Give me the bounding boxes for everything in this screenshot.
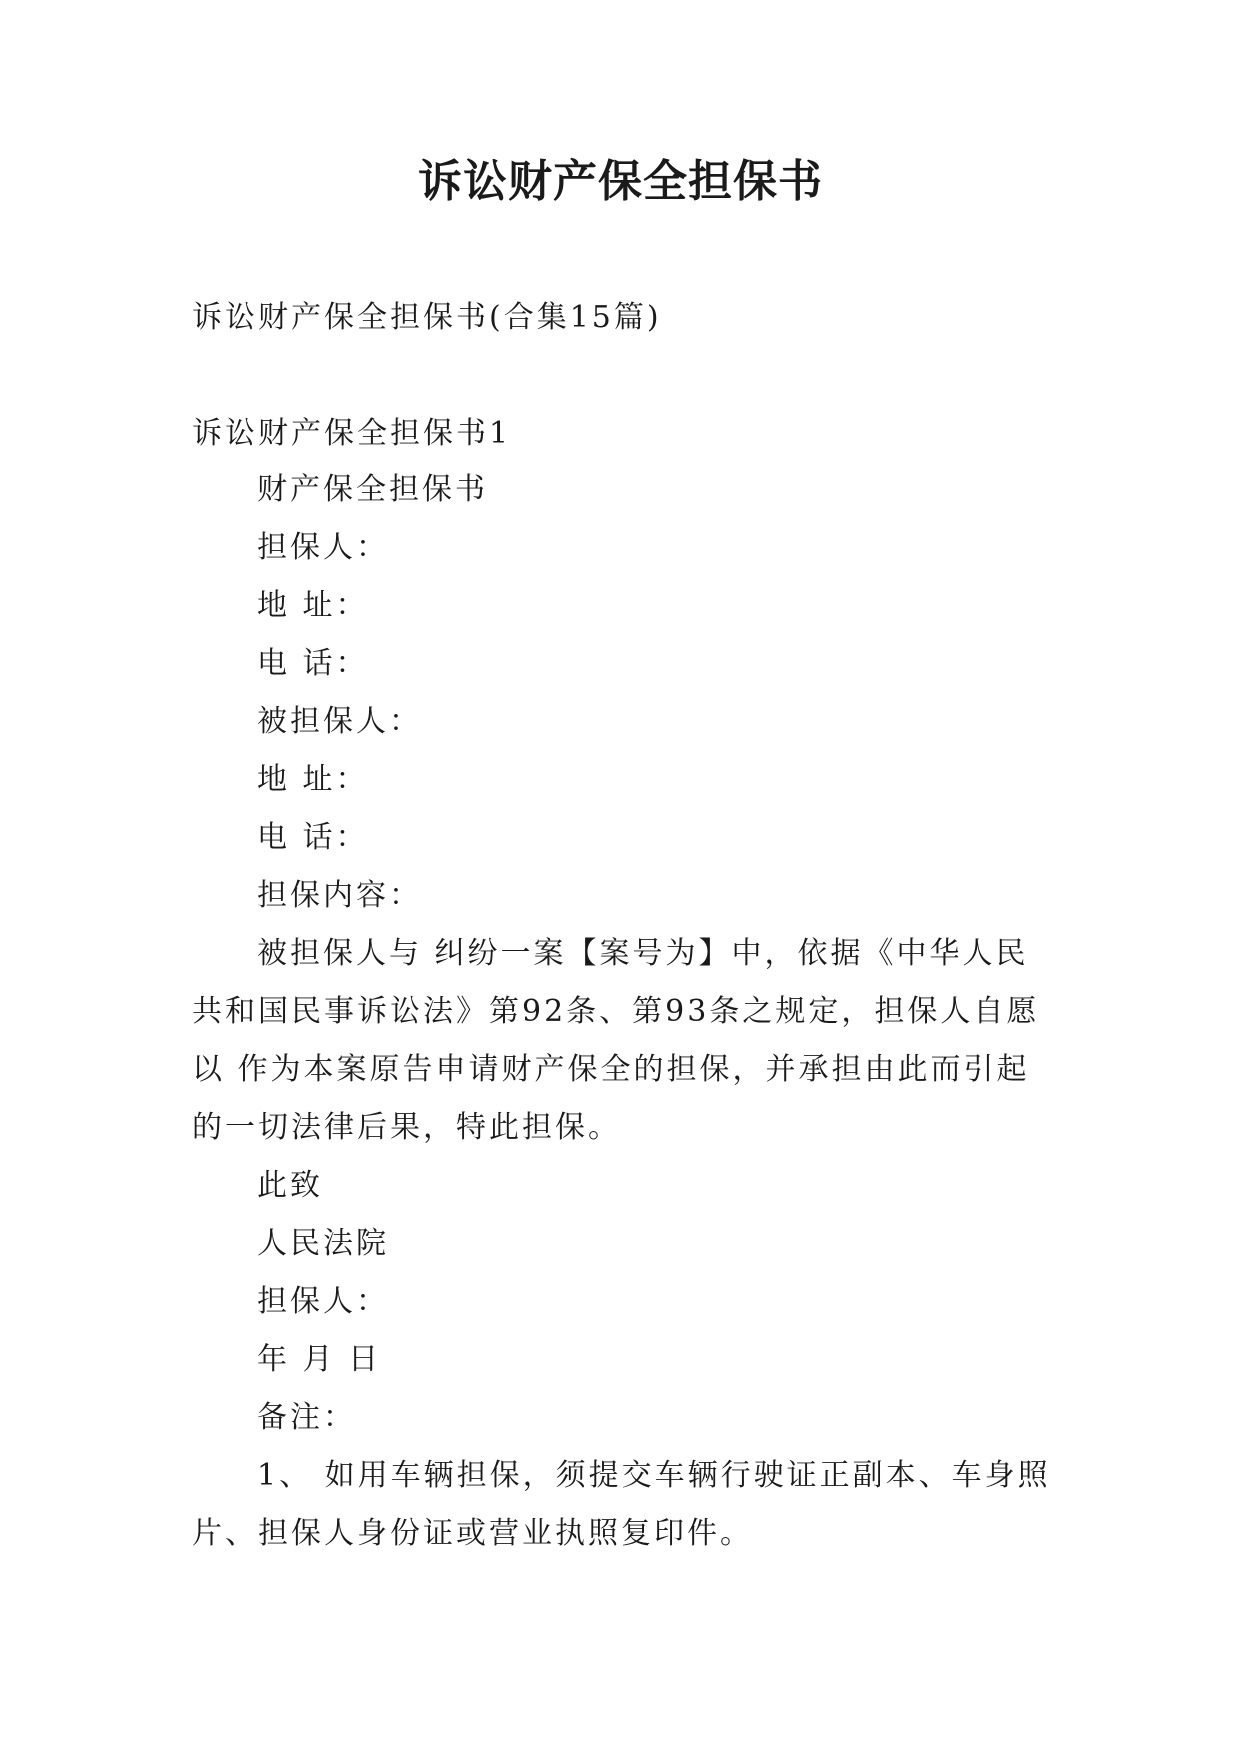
- guarantor-address-label: 地 址：: [257, 588, 369, 623]
- salutation: 此致: [257, 1168, 323, 1203]
- guarantee-content-label: 担保内容：: [257, 878, 422, 913]
- date-line: 年 月 日: [257, 1342, 382, 1377]
- document-subtitle: 诉讼财产保全担保书(合集15篇): [192, 300, 662, 335]
- remark-item-line: 1、 如用车辆担保，须提交车辆行驶证正副本、车身照: [257, 1458, 1051, 1493]
- body-paragraph-line: 被担保人与 纠纷一案【案号为】中，依据《中华人民: [257, 936, 1029, 971]
- remarks-label: 备注：: [257, 1400, 356, 1435]
- body-paragraph-line: 以 作为本案原告申请财产保全的担保，并承担由此而引起: [192, 1052, 1030, 1087]
- remark-item-line: 片、担保人身份证或营业执照复印件。: [192, 1516, 753, 1551]
- guarantor-phone-label: 电 话：: [257, 646, 369, 681]
- form-title-line: 财产保全担保书: [257, 472, 488, 507]
- section-heading: 诉讼财产保全担保书1: [192, 416, 512, 451]
- body-paragraph-line: 的一切法律后果，特此担保。: [192, 1110, 621, 1145]
- guarantor-label: 担保人：: [257, 530, 389, 565]
- signature-guarantor-label: 担保人：: [257, 1284, 389, 1319]
- guaranteed-party-label: 被担保人：: [257, 704, 422, 739]
- document-title: 诉讼财产保全担保书: [418, 156, 823, 207]
- guaranteed-address-label: 地 址：: [257, 762, 369, 797]
- court-recipient: 人民法院: [257, 1226, 389, 1261]
- body-paragraph-line: 共和国民事诉讼法》第92条、第93条之规定，担保人自愿: [192, 994, 1040, 1029]
- guaranteed-phone-label: 电 话：: [257, 820, 369, 855]
